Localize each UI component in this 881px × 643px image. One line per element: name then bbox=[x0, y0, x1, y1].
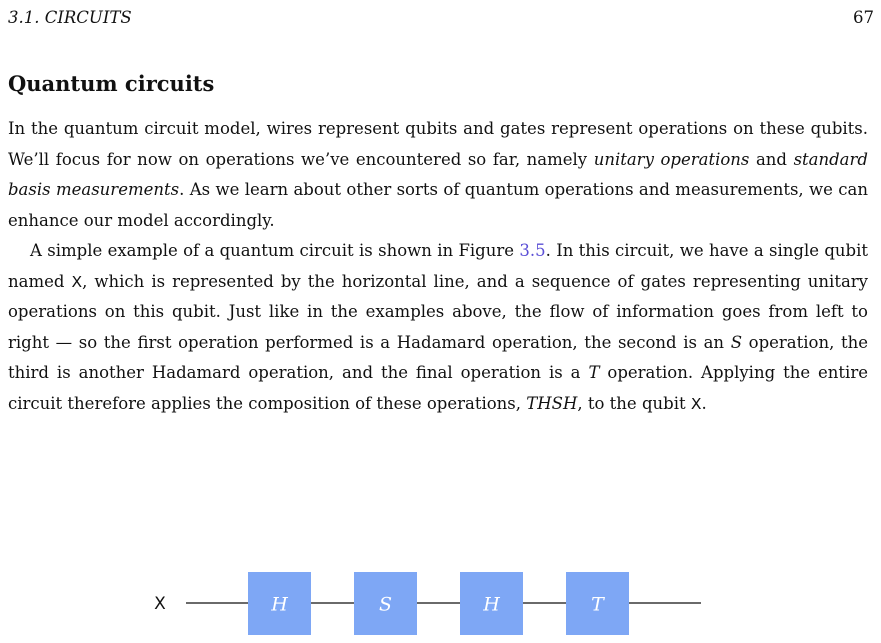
page-number: 67 bbox=[853, 8, 874, 27]
gate-label: H bbox=[483, 593, 500, 616]
math-symbol: T bbox=[588, 363, 600, 382]
emphasis: standard basis measurements bbox=[8, 149, 868, 199]
text: operation, the third is another Hadamard operation, and the final operation is a bbox=[8, 332, 868, 382]
text: In the quantum circuit model, wires represent qubits and gates represent operations on these qubits. We’ll focus for now on operations we’ve encountered so far, namely bbox=[8, 119, 868, 169]
text: . bbox=[701, 393, 707, 413]
text: . As we learn about other sorts of quantum operations and measurements, we can enhance our model accordingly. bbox=[8, 180, 868, 230]
text: , which is represented by the horizontal line, and a sequence of gates representing unitary operations on this qubit. Just like in the examples above, the flow of information goes from left to right — so the first operation performed is a Hadamard operation, the second is an bbox=[8, 271, 868, 352]
text: and bbox=[749, 149, 794, 169]
text: . In this circuit, we have a single qubit named bbox=[8, 241, 869, 291]
text: A simple example of a quantum circuit is shown in Figure bbox=[30, 241, 520, 260]
wire-label: X bbox=[154, 594, 166, 614]
qubit-name: X bbox=[690, 394, 702, 413]
qubit-name: X bbox=[71, 272, 83, 291]
figure-reference-link[interactable]: 3.5 bbox=[519, 241, 546, 260]
gate-label: S bbox=[378, 593, 393, 616]
circuit-figure bbox=[0, 560, 881, 639]
paragraph-2 bbox=[8, 236, 868, 419]
running-head bbox=[8, 4, 874, 32]
math-expression: THSH bbox=[526, 393, 578, 413]
math-symbol: S bbox=[730, 332, 742, 352]
text: , to the qubit bbox=[577, 393, 691, 413]
paragraph-1 bbox=[8, 114, 868, 236]
circuit-diagram bbox=[0, 560, 881, 639]
body-text bbox=[8, 114, 868, 419]
section-title: Quantum circuits bbox=[8, 71, 215, 96]
gate-label: H bbox=[271, 593, 288, 616]
text: operation. Applying the entire circuit therefore applies the composition of these operations, bbox=[8, 363, 868, 413]
gate-label: T bbox=[591, 593, 604, 616]
section-header: 3.1. CIRCUITS bbox=[8, 8, 132, 27]
emphasis: unitary operations bbox=[593, 149, 750, 169]
